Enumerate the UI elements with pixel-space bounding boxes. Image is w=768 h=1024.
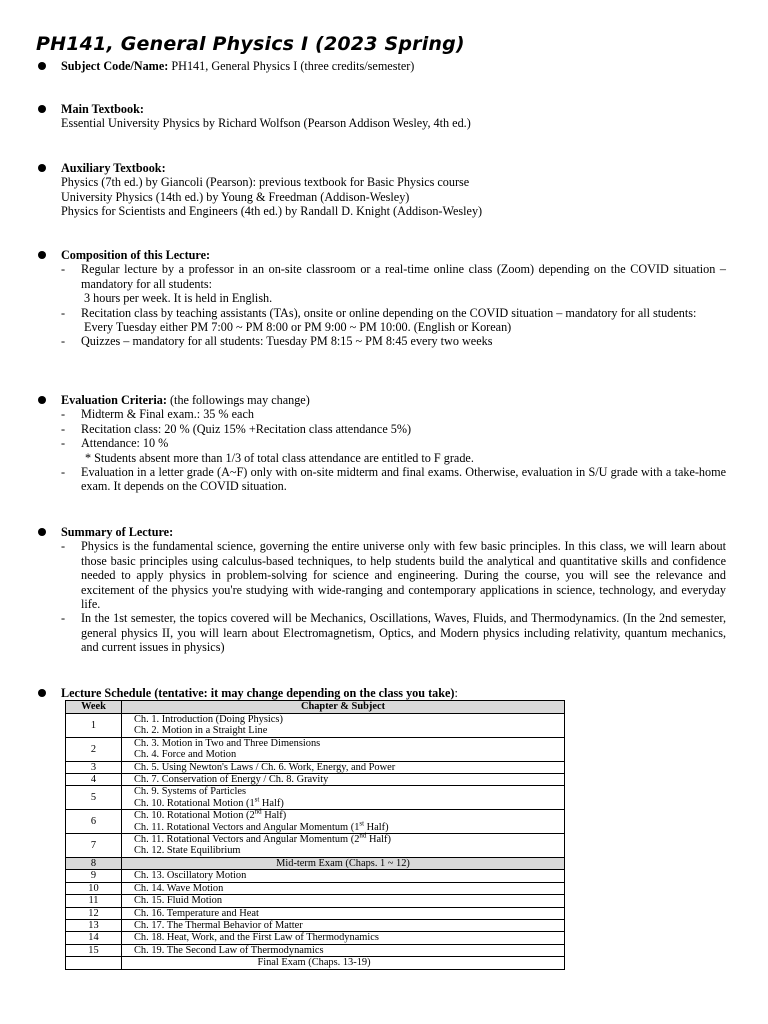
subject-text: PH141, General Physics I (three credits/semester) [168,59,415,73]
chapter-cell: Ch. 16. Temperature and Heat [122,907,565,919]
week-cell: 6 [66,810,122,834]
main-textbook-label: Main Textbook: [61,102,144,116]
subject-label: Subject Code/Name: [61,59,169,73]
table-row-final [66,957,565,969]
schedule-section: Lecture Schedule (tentative: it may change depending on the class you take): [36,686,726,700]
week-cell: 13 [66,919,122,931]
page-title: PH141, General Physics I (2023 Spring) [36,33,465,55]
chapter-cell: Ch. 10. Rotational Motion (2nd Half) Ch. 11. Rotational Vectors and Angular Momentum (1st Half) [122,810,565,834]
table-row [66,714,565,738]
evaluation-item: - Recitation class: 20 % (Quiz 15% +Recitation class attendance 5%) [61,421,412,436]
table-row [66,907,565,919]
aux-textbook-label: Auxiliary Textbook: [61,161,166,175]
summary-item: - In the 1st semester, the topics covered will be Mechanics, Oscillations, Waves, Fluids, and Thermodynamics. (In the 2nd semester, general physics II, you will learn about Electromagnetism, Optics, and Modern physics including relativity, quantum mechanics, and current issues in physics) [61,611,726,655]
table-row [66,932,565,944]
subject-line [36,59,726,73]
week-cell: 15 [66,944,122,956]
chapter-cell: Ch. 9. Systems of Particles Ch. 10. Rotational Motion (1st Half) [122,786,565,810]
composition-subline: Every Tuesday either PM 7:00 ~ PM 8:00 or PM 9:00 ~ PM 10:00. (English or Korean) [84,320,512,335]
week-cell: 1 [66,714,122,738]
aux-textbook-line: University Physics (14th ed.) by Young & Freedman (Addison-Wesley) [61,189,410,204]
table-header-row [66,701,565,714]
evaluation-item: - Attendance: 10 % [61,436,169,451]
evaluation-note: (the followings may change) [166,393,310,407]
composition-subline: 3 hours per week. It is held in English. [84,291,273,306]
composition-section [36,248,726,349]
week-cell: 10 [66,882,122,894]
summary-section [36,525,726,655]
chapter-cell: Ch. 14. Wave Motion [122,882,565,894]
table-row [66,737,565,761]
week-cell: 7 [66,834,122,858]
schedule-label: Lecture Schedule (tentative: it may change depending on the class you take) [61,686,455,700]
schedule-table [65,700,565,970]
table-row [66,919,565,931]
week-cell [66,957,122,969]
week-cell: 5 [66,786,122,810]
chapter-header: Chapter & Subject [122,701,565,714]
chapter-cell: Ch. 19. The Second Law of Thermodynamics [122,944,565,956]
summary-label: Summary of Lecture: [61,525,174,539]
chapter-cell: Ch. 15. Fluid Motion [122,895,565,907]
week-cell: 3 [66,761,122,773]
composition-label: Composition of this Lecture: [61,248,211,262]
aux-textbook-line: Physics for Scientists and Engineers (4th ed.) by Randall D. Knight (Addison-Wesley) [61,204,483,219]
evaluation-item: - Midterm & Final exam.: 35 % each [61,407,254,422]
week-cell: 12 [66,907,122,919]
subject-section [36,59,726,73]
week-cell: 2 [66,737,122,761]
composition-item: - Regular lecture by a professor in an on-site classroom or a real-time online class (Zoom) depending on the COVID situation – mandatory for all students: [61,262,726,291]
summary-item: - Physics is the fundamental science, governing the entire universe only with few basic principles. In this class, we will learn about those basic principles using calculus-based techniques, to help students build the analytical and quantitative skills and confidence needed to apply physics in problem-solving for science and engineering. During the course, you will see the relevance and excitement of the physics you're studying with wide-ranging and contemporary applications in science, technology, and everyday life. [61,539,726,612]
table-row [66,944,565,956]
week-cell: 8 [66,857,122,869]
chapter-cell: Ch. 5. Using Newton's Laws / Ch. 6. Work, Energy, and Power [122,761,565,773]
table-row [66,895,565,907]
evaluation-section [36,393,726,494]
chapter-cell: Ch. 7. Conservation of Energy / Ch. 8. Gravity [122,774,565,786]
week-cell: 11 [66,895,122,907]
chapter-cell: Ch. 3. Motion in Two and Three Dimensions Ch. 4. Force and Motion [122,737,565,761]
evaluation-item: - Evaluation in a letter grade (A~F) only with on-site midterm and final exams. Otherwise, evaluation in S/U grade with a take-home exam. It depends on the COVID situation. [61,465,726,494]
table-row [66,882,565,894]
aux-textbook-section [36,161,726,219]
table-row [66,761,565,773]
composition-item: - Quizzes – mandatory for all students: Tuesday PM 8:15 ~ PM 8:45 every two weeks [61,334,493,349]
final-exam-cell: Final Exam (Chaps. 13-19) [122,957,565,969]
chapter-cell: Ch. 18. Heat, Work, and the First Law of Thermodynamics [122,932,565,944]
table-row [66,834,565,858]
chapter-cell: Mid-term Exam (Chaps. 1 ~ 12) [122,857,565,869]
week-header: Week [66,701,122,714]
week-cell: 4 [66,774,122,786]
main-textbook-section [36,102,726,131]
chapter-cell: Ch. 1. Introduction (Doing Physics) Ch. 2. Motion in a Straight Line [122,714,565,738]
table-row [66,774,565,786]
table-row [66,870,565,882]
aux-textbook-line: Physics (7th ed.) by Giancoli (Pearson): previous textbook for Basic Physics course [61,175,470,190]
main-textbook-line: Essential University Physics by Richard Wolfson (Pearson Addison Wesley, 4th ed.) [61,116,471,131]
chapter-cell: Ch. 11. Rotational Vectors and Angular Momentum (2nd Half) Ch. 12. State Equilibrium [122,834,565,858]
week-cell: 14 [66,932,122,944]
attendance-note: * Students absent more than 1/3 of total class attendance are entitled to F grade. [85,450,474,465]
table-row [66,810,565,834]
table-row [66,786,565,810]
composition-item: - Recitation class by teaching assistants (TAs), onsite or online depending on the COVID situation – mandatory for all students: [61,305,697,320]
evaluation-label: Evaluation Criteria: [61,393,167,407]
chapter-cell: Ch. 17. The Thermal Behavior of Matter [122,919,565,931]
chapter-cell: Ch. 13. Oscillatory Motion [122,870,565,882]
table-row-midterm [66,857,565,869]
week-cell: 9 [66,870,122,882]
